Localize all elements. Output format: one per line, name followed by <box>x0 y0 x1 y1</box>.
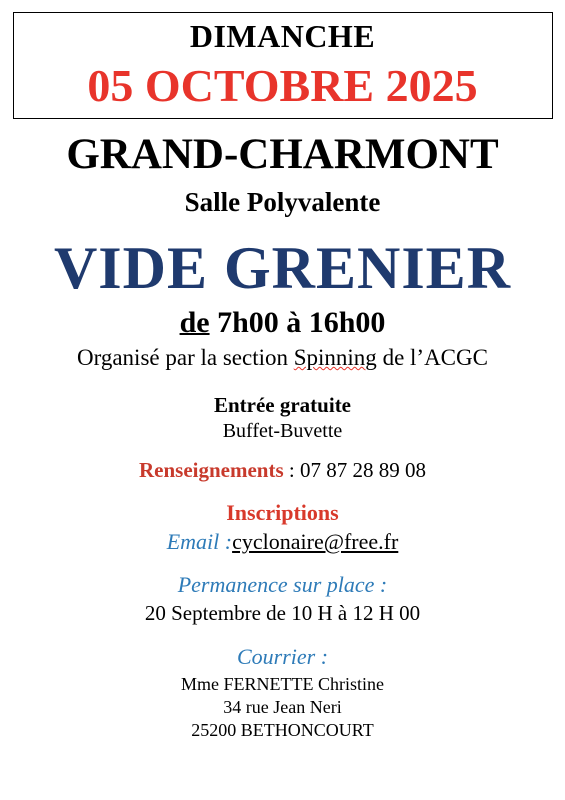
info-label: Renseignements <box>139 458 284 482</box>
permanence-label: Permanence sur place : <box>177 572 388 597</box>
organizer-section: Spinning <box>293 345 377 370</box>
permanence-date: 20 Septembre de 10 H à 12 H 00 <box>144 601 421 625</box>
venue-name: Salle Polyvalente <box>184 187 381 217</box>
organizer-pre: Organisé par la section <box>77 345 294 370</box>
email-link[interactable]: cyclonaire@free.fr <box>232 529 399 554</box>
email-line <box>0 529 565 555</box>
event-date: 05 OCTOBRE 2025 <box>87 60 478 111</box>
city-name: GRAND-CHARMONT <box>66 131 499 178</box>
inscriptions-heading: Inscriptions <box>226 500 339 525</box>
day-label: DIMANCHE <box>189 18 376 54</box>
hours-range: 7h00 à 16h00 <box>209 306 386 339</box>
entry-info: Entrée gratuite <box>213 393 352 417</box>
event-hours <box>0 306 565 340</box>
address-street: 34 rue Jean Neri <box>223 697 342 717</box>
event-title: VIDE GRENIER <box>53 235 512 301</box>
info-phone: : 07 87 28 89 08 <box>283 458 426 482</box>
hours-prefix: de <box>179 306 210 339</box>
address-city: 25200 BETHONCOURT <box>191 720 374 740</box>
organizer-post: de l’ACGC <box>376 345 488 370</box>
courrier-label: Courrier : <box>236 644 329 669</box>
email-label: Email : <box>166 529 233 554</box>
address-name: Mme FERNETTE Christine <box>181 674 384 694</box>
organizer-line <box>0 345 565 371</box>
buffet-info: Buffet-Buvette <box>222 420 343 442</box>
info-line <box>0 458 565 483</box>
